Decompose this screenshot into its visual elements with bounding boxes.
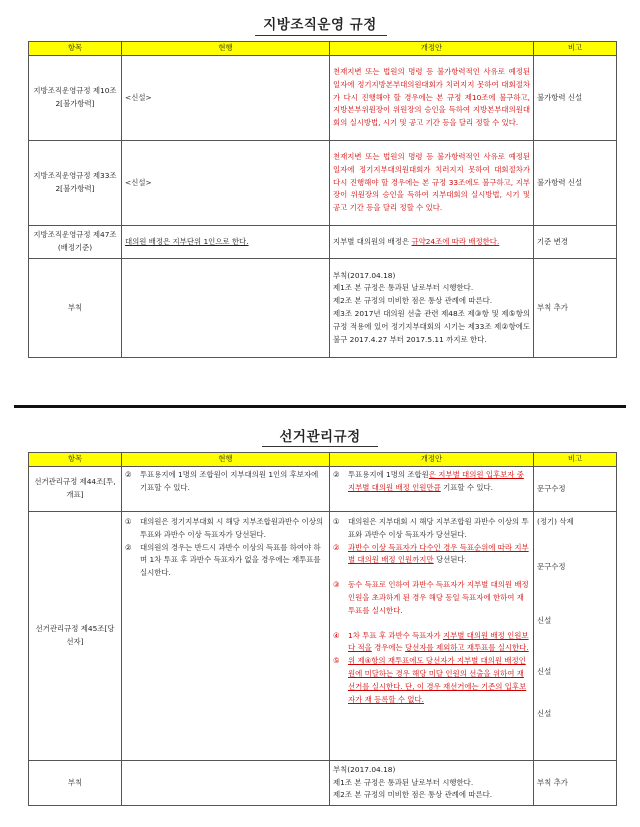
list-item	[125, 542, 326, 580]
table-header-row	[29, 42, 617, 56]
row-note: 불가항력 신설	[534, 56, 617, 141]
clause-text: 대의원은 지부대회 시 해당 지부조합원 과반수 이상의 투표와 과반수 이상 득표자가 당선된다.	[348, 517, 529, 539]
clause-number: ①	[125, 517, 132, 526]
list-item	[125, 516, 326, 542]
clause-number: ②	[125, 542, 132, 552]
section2-title: 선거관리규정	[279, 429, 361, 445]
clause-change: 당선자를 제외하고 재투표를 실시한다.	[405, 643, 529, 653]
row-current	[122, 259, 330, 358]
table-row	[29, 56, 617, 141]
clause-change: 은 지부별 대의원 입후보자 중 지부별 대의원 배정 인원만큼	[348, 470, 524, 492]
row-note: 부칙 추가	[534, 259, 617, 358]
row-note: 기준 변경	[534, 226, 617, 259]
row-note: 불가항력 신설	[534, 141, 617, 226]
table-row	[29, 259, 617, 358]
row-item: 지방조직운영규정 제33조 2[불가항력]	[29, 141, 122, 226]
appendix-line: 부칙(2017.04.18)	[333, 764, 396, 774]
appendix-line: 제2조 본 규정의 미비한 점은 통상 관례에 따른다.	[333, 790, 493, 800]
section-divider	[14, 405, 626, 408]
row-note: 문구수정	[534, 467, 617, 512]
list-item	[333, 579, 530, 617]
row-current: <신설>	[122, 56, 330, 141]
clause-text: 대의원의 경우는 반드시 과반수 이상의 득표를 하여야 하며 1차 투표 후 과반수 득표자가 없을 경우에는 재투표를 실시한다.	[140, 542, 321, 578]
header-note: 비고	[534, 42, 617, 56]
row-item: 부칙	[29, 259, 122, 358]
row-proposed	[330, 467, 534, 512]
clause-number: ③	[333, 580, 340, 590]
spacer	[333, 567, 530, 579]
row-proposed	[330, 226, 534, 259]
clause-number: ④	[333, 630, 340, 640]
proposed-text: 지부별 대의원의 배정은	[333, 236, 412, 246]
appendix-line: 제1조 본 규정은 통과된 날로부터 시행한다.	[333, 777, 474, 787]
clause-text: 대의원은 정기지부대회 시 해당 지부조합원과반수 이상의 투표와 과반수 이상 득표자가 당선된다.	[140, 517, 324, 539]
section1-title: 지방조직운영 규정	[263, 17, 377, 33]
clause-text: 경우에는	[371, 643, 406, 653]
note-entry: 신설	[537, 667, 552, 676]
clause-text: 기표할 수 있다.	[440, 482, 493, 492]
header-current: 현행	[122, 42, 330, 56]
table-regional-org	[28, 41, 617, 358]
table-row	[29, 141, 617, 226]
row-current: <신설>	[122, 141, 330, 226]
row-current: 대의원 배정은 지부단위 1인으로 한다.	[122, 226, 330, 259]
row-proposed: 천재지변 또는 법원의 명령 등 불가항력적인 사유로 예정된 일자에 정기지방본부대의원대회가 치러지지 못하여 대회절차가 다시 진행해야 할 경우에는 본 규정 제10조에 불구하고, 지방본부위원장이 위원장의 승인을 득하여 지방본부대의원대회의 실시방법, 시기 및 공고 기간 등을 달리 정할 수 있다.	[330, 56, 534, 141]
row-note: 부칙 추가	[534, 761, 617, 806]
clause-change: 과반수 이상 득표자가 다수인 경우 득표순위에 따라 지부별 대의원 배정 인원까지만	[348, 542, 529, 565]
note-entry: 신설	[537, 616, 552, 625]
clause-number: ①	[333, 517, 340, 526]
clause-number: ②	[333, 470, 340, 479]
row-item: 지방조직운영규정 제10조 2[불가항력]	[29, 56, 122, 141]
row-item: 부칙	[29, 761, 122, 806]
row-note	[534, 512, 617, 761]
table-row	[29, 512, 617, 761]
row-item: 선거관리규정 제45조[당선자]	[29, 512, 122, 761]
clause-number: ②	[125, 470, 132, 479]
clause-text: 동수 득표로 인하여 과반수 득표자가 지부별 대의원 배정인원을 초과하게 된 경우 해당 동일 득표자에 한하여 재투표를 실시한다.	[348, 580, 529, 615]
row-proposed	[330, 512, 534, 761]
clause-change: 지부별 대의원 배정 인원보다 적을	[348, 630, 529, 653]
list-item	[333, 630, 530, 656]
row-current	[122, 761, 330, 806]
list-item	[333, 542, 530, 568]
title-underline	[262, 446, 378, 447]
table-header-row	[29, 453, 617, 467]
list-item	[333, 516, 530, 542]
table-row	[29, 226, 617, 259]
clause-text: 당선된다.	[433, 555, 467, 565]
header-proposed: 개정안	[330, 42, 534, 56]
proposed-change: 규약24조에 따라 배정한다.	[411, 236, 500, 246]
row-item: 지방조직운영규정 제47조 (배정기준)	[29, 226, 122, 259]
table-election	[28, 452, 617, 806]
row-current	[122, 512, 330, 761]
header-note: 비고	[534, 453, 617, 467]
note-entry: (정기) 삭제	[537, 517, 574, 526]
spacer	[333, 618, 530, 630]
list-item	[333, 655, 530, 706]
clause-text: 투표용지에 1명의 조합원	[348, 470, 429, 479]
appendix-line: 제3조 2017년 대의원 선출 관련 제48조 제③항 및 제⑤항의 규정 적용에 있어 정기지부대회의 시기는 제33조 제②항에도 불구 2017.4.27 부터 2017.5.11 까지로 한다.	[333, 309, 530, 344]
header-proposed: 개정안	[330, 453, 534, 467]
header-item: 항목	[29, 42, 122, 56]
appendix-line: 제2조 본 규정의 미비한 점은 통상 관례에 따른다.	[333, 296, 493, 306]
header-current: 현행	[122, 453, 330, 467]
row-item: 선거관리규정 제44조[투,개표]	[29, 467, 122, 512]
table-row	[29, 467, 617, 512]
header-item: 항목	[29, 453, 122, 467]
note-entry: 문구수정	[537, 562, 566, 571]
appendix-line: 제1조 본 규정은 통과된 날로부터 시행한다.	[333, 283, 474, 293]
clause-text: 투표용지에 1명의 조합원이 지부대의원 1인의 후보자에 기표할 수 있다.	[140, 470, 319, 492]
row-proposed: 천재지변 또는 법원의 명령 등 불가항력적인 사유로 예정된 일자에 정기지부대의원대회가 치러지지 못하여 대회절차가 다시 진행해야 할 경우에는 본 규정 33조에도 불구하고, 지부장이 위원장의 승인을 득하여 지부대회의 실시방법, 시기 및 공고 기간 등을 달리 정할 수 있다.	[330, 141, 534, 226]
note-entry: 신설	[537, 709, 552, 718]
clause-number: ②	[333, 542, 340, 552]
clause-text: 1차 투표 후 과반수 득표자가	[348, 630, 443, 640]
title-underline	[255, 35, 387, 36]
row-current	[122, 467, 330, 512]
appendix-line: 부칙(2017.04.18)	[333, 270, 396, 280]
clause-change: 위 제④항의 재투표에도 당선자가 지부별 대의원 배정인원에 미달하는 경우 해당 미달 인원의 선출을 위하여 재선거를 실시한다. 단, 이 경우 재선거에는 기존의 입후보자가 재 등록할 수 없다.	[348, 656, 527, 704]
table-row	[29, 761, 617, 806]
row-proposed	[330, 259, 534, 358]
clause-number: ⑤	[333, 656, 340, 666]
row-proposed	[330, 761, 534, 806]
